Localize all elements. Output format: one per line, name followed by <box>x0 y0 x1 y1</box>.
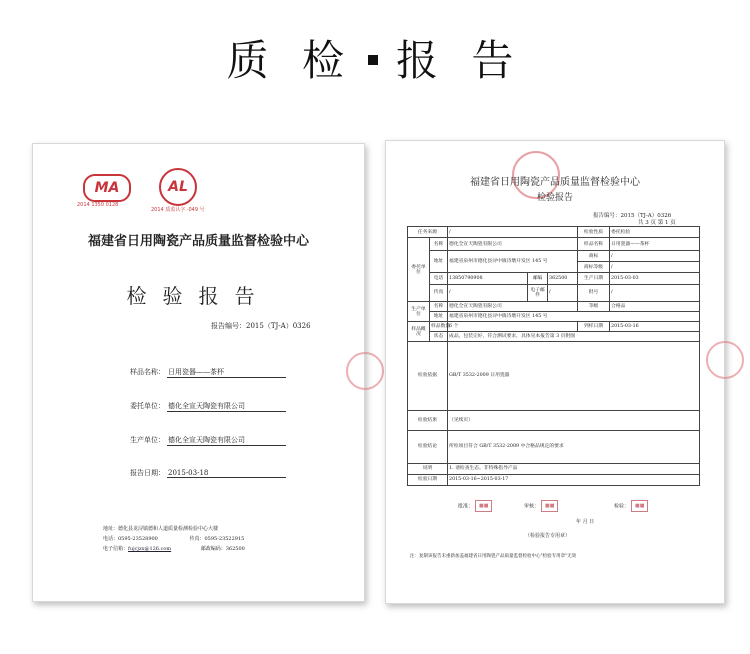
table-cell: 电子邮件 <box>528 284 548 302</box>
table-cell: 委托单位 <box>408 238 430 302</box>
table-cell: / <box>610 251 700 262</box>
table-cell: 任务来源 <box>408 227 448 238</box>
table-cell: 状态 <box>430 332 448 342</box>
table-cell: 电话 <box>430 273 448 284</box>
table-row <box>408 251 700 262</box>
table-cell: 名称 <box>430 302 448 312</box>
cover-footer-phone <box>103 535 244 542</box>
footer-phone: 电话：0595-23528900 <box>103 536 158 542</box>
footer-postcode: 邮政编码：362500 <box>200 546 245 552</box>
table-cell: / <box>610 284 700 302</box>
cma-seal-icon: MA <box>83 174 131 202</box>
table-cell: 商标 <box>578 251 610 262</box>
table-cell: 邮编 <box>528 273 548 284</box>
cover-field-client <box>129 401 286 412</box>
table-cell: 样品名称 <box>578 238 610 251</box>
table-row <box>408 410 700 430</box>
table-cell: 生产单位 <box>408 302 430 322</box>
field-value: 日用瓷器——茶杯 <box>167 367 286 378</box>
cover-report-number: 报告编号：2015（TJ-A）0326 <box>211 322 311 330</box>
table-row <box>408 342 700 411</box>
cal-caption: 2014 质监认字 ·049 号 <box>151 207 205 213</box>
approver-label: 批准： <box>458 503 474 510</box>
table-row <box>408 332 700 342</box>
field-label: 报告日期： <box>130 469 165 477</box>
table-cell: 传真 <box>430 284 448 302</box>
body-org-name: 福建省日用陶瓷产品质量监督检验中心 <box>470 177 640 188</box>
field-value: 德化全宣天陶瓷有限公司 <box>167 435 286 446</box>
reviewer-label: 审核： <box>524 503 540 510</box>
banner-right-text: 报 告 <box>396 36 524 85</box>
table-cell: / <box>610 262 700 273</box>
table-cell: 检验日期 <box>408 474 448 485</box>
table-row <box>408 227 700 238</box>
table-cell: 13850790908 <box>448 273 528 284</box>
inspection-table <box>407 226 700 486</box>
table-cell: （见续页） <box>448 410 700 430</box>
banner-left-text: 质 检 <box>226 36 354 85</box>
cover-footer-address: 地址：德化县龙浔镇德和人道质量检测检验中心大楼 <box>103 526 219 532</box>
table-cell: 362500 <box>548 273 578 284</box>
signature-stamp-icon: ■■ <box>631 500 648 512</box>
table-cell: 样品数量 <box>430 322 448 332</box>
table-cell: 等级 <box>578 302 610 312</box>
cma-caption: 2014 1350 0128 <box>77 202 119 208</box>
table-cell: 德化全宣天陶瓷有限公司 <box>448 302 578 312</box>
table-row <box>408 430 700 463</box>
tester-signature <box>614 500 648 512</box>
table-row <box>408 238 700 251</box>
field-value: 德化全宣天陶瓷有限公司 <box>167 401 286 412</box>
footer-email-label: 电子信箱： <box>103 546 129 552</box>
stamp-caption: （检验报告专用章） <box>525 533 571 539</box>
table-cell: / <box>548 284 578 302</box>
table-cell: 6 个 <box>448 322 578 332</box>
body-page-count: 共 3 页 第 1 页 <box>638 220 676 226</box>
table-row <box>408 463 700 474</box>
cal-seal-icon: AL <box>159 168 197 206</box>
table-cell: 2015-03-16~2015-03-17 <box>448 474 700 485</box>
table-cell: 生产日期 <box>578 273 610 284</box>
cover-field-producer <box>129 435 286 446</box>
approver-signature <box>458 500 492 512</box>
edge-stamp-icon <box>706 341 744 379</box>
table-cell: 2015-03-03 <box>610 273 700 284</box>
table-cell: / <box>448 227 578 238</box>
table-cell: 福建省泉州市德化县浔中镇诗墩开发区 145 号 <box>448 251 578 273</box>
table-cell: 所检项目符合 GB/T 3532-2009 中合格品规定的要求 <box>448 430 700 463</box>
report-cover-sheet <box>32 143 365 602</box>
footer-email: fujcjzx@126.com <box>128 546 172 552</box>
table-cell: GB/T 3532-2009 日用瓷器 <box>448 342 700 411</box>
table-cell: 1. 请检查生态。非特殊指导产品 <box>448 463 700 474</box>
table-row <box>408 474 700 485</box>
signature-stamp-icon: ■■ <box>475 500 492 512</box>
table-cell: 地址 <box>430 251 448 273</box>
sign-date-line: 年 月 日 <box>576 519 595 525</box>
table-cell: 说明 <box>408 463 448 474</box>
table-row <box>408 284 700 302</box>
table-cell: 地址 <box>430 312 448 322</box>
copy-note: 注：复制该报告未重新加盖福建省日用陶瓷产品质量监督检验中心"检验专用章"无效 <box>410 554 577 559</box>
field-value: 2015-03-18 <box>167 469 286 478</box>
table-cell: 批号 <box>578 284 610 302</box>
cover-footer-email <box>103 545 245 552</box>
table-cell: 名称 <box>430 238 448 251</box>
footer-fax: 传真：0595-23522915 <box>189 536 245 542</box>
tester-label: 检验： <box>614 503 630 510</box>
table-cell: 样品概况 <box>408 322 430 342</box>
table-cell: 福建省泉州市德化县浔中镇诗墩开发区 145 号 <box>448 312 700 322</box>
table-cell: 成品，包装完好，符合测试要求，具体见本报告第 3 页附图 <box>448 332 700 342</box>
signature-stamp-icon: ■■ <box>541 500 558 512</box>
banner-dot-icon <box>368 55 378 65</box>
table-row <box>408 312 700 322</box>
table-cell: 检验结果 <box>408 410 448 430</box>
table-cell: 商标等级 <box>578 262 610 273</box>
body-title: 检验报告 <box>536 193 573 203</box>
table-cell: 德化全宣天陶瓷有限公司 <box>448 238 578 251</box>
table-cell: 合格品 <box>610 302 700 312</box>
body-report-number: 报告编号：2015（TJ-A）0326 <box>593 213 672 219</box>
table-cell: 2015-03-16 <box>610 322 700 332</box>
table-cell: 检验性质 <box>578 227 610 238</box>
reviewer-signature <box>524 500 558 512</box>
cover-field-report-date <box>129 468 286 478</box>
table-row <box>408 302 700 312</box>
cover-title: 检验报告 <box>126 284 271 308</box>
cover-org-name: 福建省日用陶瓷产品质量监督检验中心 <box>87 234 309 249</box>
table-cell: / <box>448 284 528 302</box>
page-banner <box>0 28 750 88</box>
table-cell: 到样日期 <box>578 322 610 332</box>
table-cell: 检验结论 <box>408 430 448 463</box>
field-label: 样品名称： <box>130 368 165 376</box>
table-cell: 委托检验 <box>610 227 700 238</box>
report-body-sheet <box>385 140 725 604</box>
table-cell: 日用瓷器——茶杯 <box>610 238 700 251</box>
table-row <box>408 273 700 284</box>
field-label: 生产单位： <box>130 436 165 444</box>
field-label: 委托单位： <box>130 402 165 410</box>
table-cell: 检验依据 <box>408 342 448 411</box>
edge-stamp-icon <box>346 352 384 390</box>
table-row <box>408 322 700 332</box>
cover-field-sample <box>129 367 286 378</box>
